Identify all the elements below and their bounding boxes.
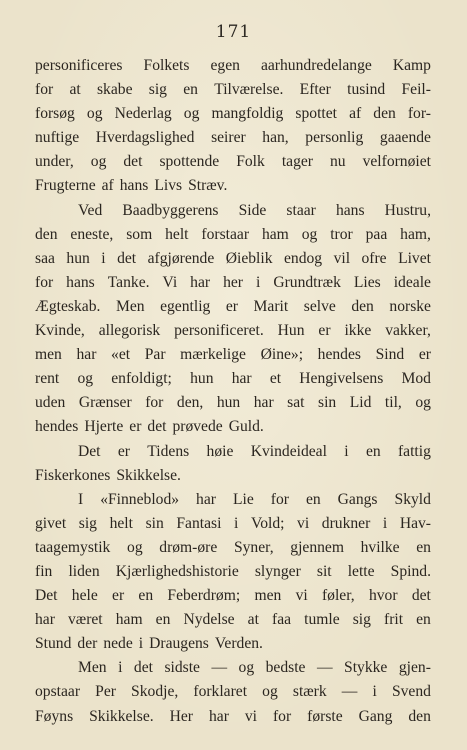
word: «Finneblod» — [100, 490, 180, 508]
word: enfoldigt; — [111, 370, 172, 388]
word: afgjørende — [147, 249, 215, 267]
word: spottende — [159, 153, 220, 171]
word: her — [223, 273, 243, 291]
word: er — [418, 346, 431, 364]
text-line — [35, 632, 431, 656]
word: Skyld — [394, 490, 431, 508]
text-line — [35, 584, 431, 608]
word: hans — [119, 177, 149, 195]
word: opstaar — [35, 683, 81, 701]
word: er — [318, 322, 331, 340]
word: egentlig — [160, 297, 211, 315]
word: en — [155, 611, 171, 629]
word: har — [35, 611, 55, 629]
word: nu — [329, 153, 346, 171]
word: at — [69, 81, 81, 99]
word: en — [183, 81, 198, 99]
word: Nederlag — [114, 105, 172, 123]
word: skabe — [96, 81, 133, 99]
word: Mod — [401, 370, 431, 388]
word: «et — [111, 346, 131, 364]
word: Men — [115, 297, 145, 315]
word: Det — [35, 587, 58, 605]
word: ham — [261, 225, 289, 243]
word: for- — [407, 105, 431, 123]
word: at — [247, 611, 259, 629]
word: Syner, — [233, 538, 274, 556]
word: sig — [352, 611, 371, 629]
word: Lie — [232, 490, 254, 508]
word: og — [86, 105, 103, 123]
word: en — [416, 538, 431, 556]
word: endog — [283, 249, 323, 267]
text-line — [35, 680, 431, 704]
word: høie — [206, 442, 234, 460]
word: sig — [78, 514, 97, 532]
word: Kvindeideal — [250, 442, 327, 460]
word: Baadbyggerens — [122, 201, 219, 219]
word: er — [112, 587, 125, 605]
word: sin — [318, 394, 337, 412]
word: for — [270, 490, 289, 508]
word: Livet — [398, 249, 431, 267]
word: stærk — [292, 683, 327, 701]
word: paa — [365, 225, 388, 243]
word: I — [78, 490, 84, 508]
word: personificeret. — [174, 322, 264, 340]
word: sin — [145, 514, 164, 532]
word: Nydelse — [183, 611, 235, 629]
word: Tanke. — [107, 273, 150, 291]
word: er — [117, 442, 130, 460]
word: og — [77, 370, 94, 388]
word: har — [190, 273, 211, 291]
word: hvilke — [360, 538, 400, 556]
word: lette — [347, 562, 375, 580]
word: — — [341, 683, 358, 701]
word: den — [373, 105, 396, 123]
word: af — [349, 105, 362, 123]
word: bedste — [265, 659, 306, 677]
word: Efter — [299, 81, 331, 99]
word: vakker, — [385, 322, 431, 340]
word: har — [196, 490, 216, 508]
word: første — [307, 707, 343, 725]
word: Hverdagslighed — [95, 129, 195, 147]
word: Gang — [358, 707, 393, 725]
word: rent — [35, 370, 60, 388]
text-line — [35, 271, 431, 295]
word: til, — [384, 394, 402, 412]
word: mærkelige — [180, 346, 246, 364]
word: Stund — [35, 635, 72, 653]
word: selve — [303, 297, 336, 315]
page-number: 171 — [215, 22, 252, 42]
word: staar — [286, 201, 316, 219]
word: forsøg — [35, 105, 75, 123]
word: Svend — [391, 683, 431, 701]
word: aarhundredelange — [260, 57, 372, 74]
word: under, — [35, 153, 74, 171]
text-line — [35, 440, 431, 464]
word: Ægteskab. — [35, 297, 101, 315]
word: Grundtræk — [273, 273, 341, 291]
word: været — [68, 611, 103, 629]
word: hun — [216, 394, 241, 412]
word: men — [35, 346, 62, 364]
text-line — [35, 656, 431, 680]
word: eneste, — [70, 225, 114, 243]
word: — — [211, 659, 228, 677]
word: Tilværelse. — [214, 81, 284, 99]
word: Side — [238, 201, 267, 219]
word: har — [231, 370, 252, 388]
word: Marit — [253, 297, 289, 315]
word: af — [101, 177, 114, 195]
word: en — [365, 442, 381, 460]
word: spottet — [295, 105, 338, 123]
word: frit — [384, 611, 404, 629]
word: personlig — [305, 129, 364, 147]
word: hendes — [35, 418, 79, 436]
word: er — [225, 297, 238, 315]
word: den — [35, 225, 58, 243]
word: sit — [316, 562, 332, 580]
word: ham, — [400, 225, 431, 243]
word: Øine»; — [260, 346, 304, 364]
word: Vi — [162, 273, 178, 291]
word: Kvinde, — [35, 322, 85, 340]
word: saa — [35, 249, 55, 267]
word: tumle — [304, 611, 340, 629]
word: Lid — [349, 394, 372, 412]
word: i — [234, 514, 239, 532]
body-text — [35, 54, 431, 729]
word: Feberdrøm; — [167, 587, 241, 605]
word: — — [316, 659, 333, 677]
word: Verden. — [214, 635, 263, 653]
word: den — [351, 297, 374, 315]
word: drøm-øre — [159, 538, 218, 556]
text-line — [35, 705, 431, 729]
word: velfornøiet — [362, 153, 431, 171]
word: Guld. — [228, 418, 264, 436]
word: har — [253, 394, 274, 412]
word: mangfoldig — [211, 105, 284, 123]
word: og — [301, 225, 318, 243]
word: ofre — [361, 249, 387, 267]
word: hun — [66, 249, 90, 267]
word: Ved — [78, 201, 103, 219]
text-line — [35, 247, 431, 271]
word: Det — [78, 442, 101, 460]
text-line — [35, 223, 431, 247]
word: i — [344, 442, 349, 460]
word: helt — [165, 225, 189, 243]
word: Skikkelse. — [89, 707, 154, 725]
word: fin — [35, 562, 53, 580]
word: en — [138, 587, 154, 605]
word: sidste — [164, 659, 200, 677]
word: der — [77, 635, 98, 653]
word: givet — [35, 514, 67, 532]
word: Feil- — [401, 81, 431, 99]
word: Kamp — [392, 57, 431, 74]
word: hele — [71, 587, 98, 605]
word: det — [411, 587, 431, 605]
word: Spind. — [390, 562, 431, 580]
word: og — [262, 683, 278, 701]
word: Føyns — [35, 707, 74, 725]
word: for — [145, 394, 164, 412]
word: faa — [272, 611, 292, 629]
word: liden — [68, 562, 100, 580]
word: hans — [335, 201, 365, 219]
word: en — [416, 611, 431, 629]
word: i — [118, 659, 123, 677]
word: Fiskerkones — [35, 466, 111, 484]
word: den, — [176, 394, 204, 412]
word: Per — [95, 683, 116, 701]
word: hvor — [368, 587, 398, 605]
text-line — [35, 174, 431, 198]
text-line — [35, 536, 431, 560]
word: nede — [103, 635, 133, 653]
word: og — [183, 105, 200, 123]
word: har — [76, 346, 97, 364]
word: uden — [35, 394, 66, 412]
text-line — [35, 199, 431, 223]
word: Vold; — [250, 514, 285, 532]
word: og — [238, 659, 255, 677]
word: det — [133, 659, 153, 677]
word: det — [117, 249, 137, 267]
text-line — [35, 126, 431, 150]
word: norske — [389, 297, 431, 315]
word: Folkets — [143, 57, 190, 74]
text-line — [35, 415, 431, 439]
text-line — [35, 560, 431, 584]
word: forklaret — [193, 683, 248, 701]
word: hun — [190, 370, 214, 388]
word: har — [208, 707, 229, 725]
word: slynger — [254, 562, 301, 580]
word: en — [305, 490, 321, 508]
word: ham — [115, 611, 143, 629]
word: for — [35, 81, 54, 99]
text-line — [35, 367, 431, 391]
word: Stykke — [344, 659, 388, 677]
word: og — [127, 538, 143, 556]
word: Hun — [277, 322, 305, 340]
word: tager — [281, 153, 313, 171]
word: Kjærlighedshistorie — [115, 562, 239, 580]
word: allegorisk — [98, 322, 161, 340]
word: tusind — [347, 81, 386, 99]
text-line — [35, 150, 431, 174]
word: Lies — [353, 273, 381, 291]
text-line — [35, 608, 431, 632]
word: i — [382, 514, 388, 532]
word: gjennem — [290, 538, 344, 556]
word: Hengivelsens — [299, 370, 384, 388]
word: føler, — [321, 587, 355, 605]
word: Stræv. — [188, 177, 228, 195]
word: Draugens — [149, 635, 209, 653]
word: for — [35, 273, 54, 291]
word: Her — [169, 707, 194, 725]
text-line — [35, 464, 431, 488]
word: egen — [210, 57, 240, 74]
word: vil — [333, 249, 351, 267]
word: Fantasi — [176, 514, 222, 532]
word: helt — [109, 514, 133, 532]
text-line — [35, 391, 431, 415]
text-line — [35, 54, 431, 78]
text-line — [35, 319, 431, 343]
word: personificeres — [35, 57, 123, 74]
word: fattig — [397, 442, 431, 460]
word: han, — [262, 129, 289, 147]
text-line — [35, 488, 431, 512]
text-line — [35, 512, 431, 536]
word: hendes — [317, 346, 361, 364]
text-line — [35, 343, 431, 367]
word: vi — [295, 587, 308, 605]
word: for — [272, 707, 292, 725]
word: hans — [66, 273, 95, 291]
word: prøvede — [172, 418, 223, 436]
word: i — [138, 635, 144, 653]
word: Sind — [375, 346, 405, 364]
word: i — [255, 273, 261, 291]
word: Men — [78, 659, 107, 677]
word: Par — [144, 346, 166, 364]
word: nuftige — [35, 129, 80, 147]
word: i — [372, 683, 377, 701]
word: det — [147, 418, 167, 436]
word: Frugterne — [35, 177, 96, 195]
word: seirer — [211, 129, 246, 147]
word: Tidens — [147, 442, 190, 460]
word: Hav- — [399, 514, 431, 532]
word: taagemystik — [35, 538, 111, 556]
word: Gangs — [337, 490, 378, 508]
word: Skodje, — [131, 683, 179, 701]
word: gjen- — [398, 659, 431, 677]
word: og — [415, 394, 431, 412]
word: det — [123, 153, 143, 171]
word: et — [269, 370, 282, 388]
word: drukner — [321, 514, 371, 532]
word: Skikkelse. — [116, 466, 181, 484]
word: men — [254, 587, 282, 605]
word: den — [408, 707, 431, 725]
word: tror — [330, 225, 353, 243]
word: sig — [148, 81, 167, 99]
word: og — [90, 153, 107, 171]
word: Hustru, — [384, 201, 431, 219]
word: Livs — [154, 177, 183, 195]
word: Hjerte — [84, 418, 124, 436]
word: vi — [244, 707, 258, 725]
word: gaaende — [379, 129, 431, 147]
word: ideale — [393, 273, 431, 291]
word: Folk — [236, 153, 265, 171]
word: som — [126, 225, 153, 243]
word: Grænser — [78, 394, 132, 412]
word: Øieblik — [225, 249, 273, 267]
text-line — [35, 78, 431, 102]
word: forstaar — [201, 225, 250, 243]
word: sat — [287, 394, 305, 412]
text-line — [35, 102, 431, 126]
word: i — [101, 249, 106, 267]
word: vi — [297, 514, 310, 532]
text-line — [35, 295, 431, 319]
word: er — [129, 418, 142, 436]
word: ikke — [344, 322, 372, 340]
